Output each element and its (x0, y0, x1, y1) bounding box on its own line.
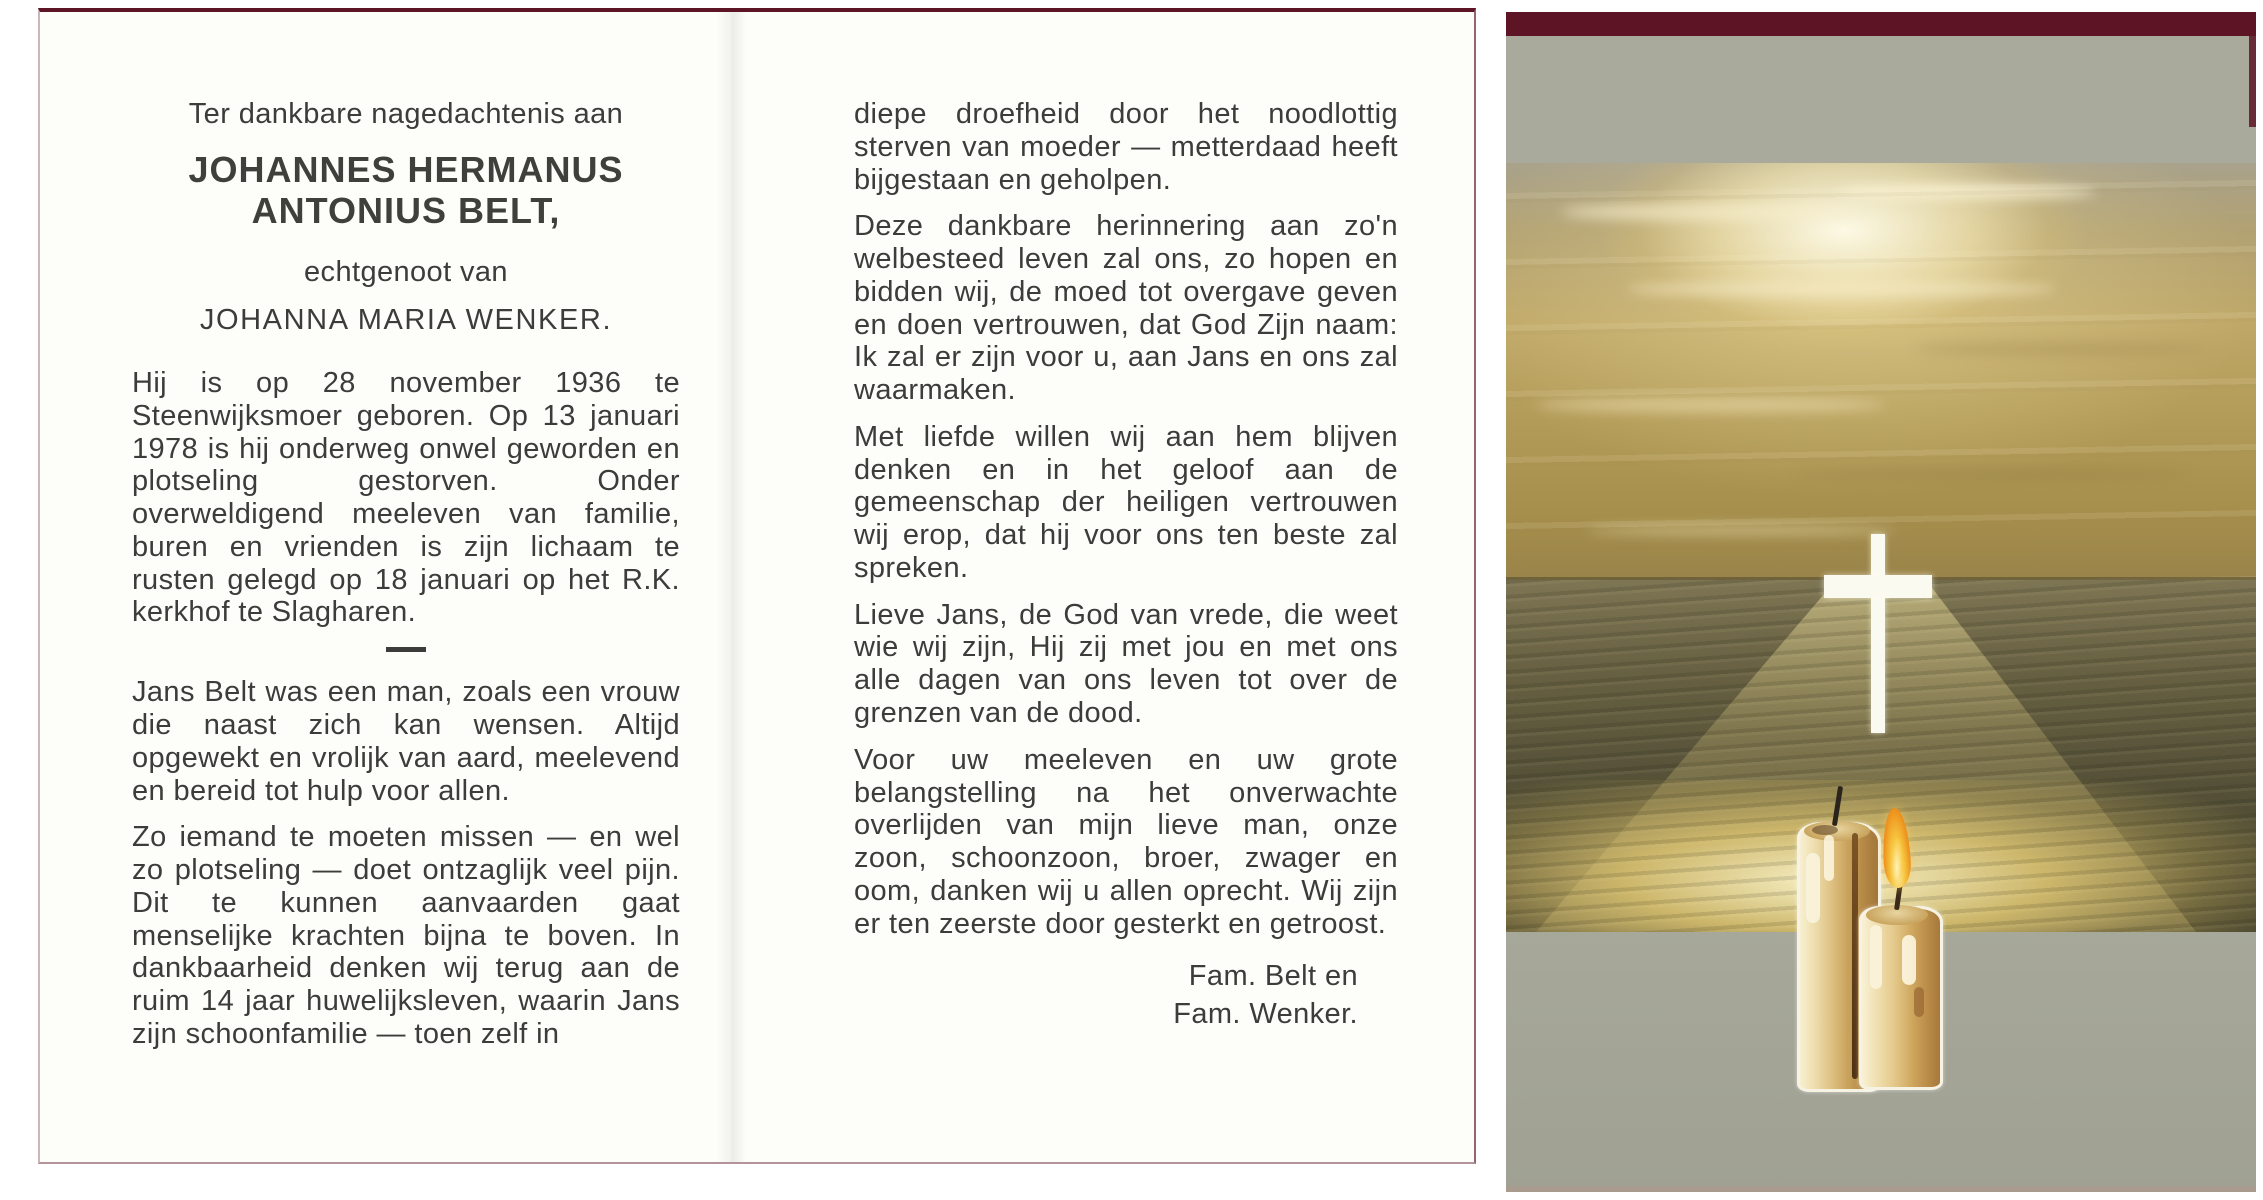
memorial-paragraph: Zo iemand te moeten missen — en wel zo plotseling — doet ontzaglijk veel pijn. Dit te kunnen aanvaarden gaat menselijke krachten bijna te boven. In dankbaarheid denken wij terug aan de ruim 14 jaar huwelijksleven, waarin Jans zijn schoonfamilie — toen zelf in (132, 821, 680, 1050)
wax-drip-dark (1914, 987, 1924, 1017)
memorial-paragraph: Met liefde willen wij aan hem blijven denken en in het geloof aan de gemeenschap der heiligen vertrouwen wij erop, dat hij voor ons ten beste zal spreken. (854, 420, 1398, 584)
page-fold-line (716, 12, 746, 1162)
section-divider-dash (386, 647, 426, 652)
memorial-card-photo-page (1506, 12, 2256, 1192)
white-cross-arm (1824, 575, 1932, 598)
memorial-paragraph: Deze dankbare herinnering aan zo'n welbesteed leven zal ons, zo hopen en bidden wij, de moed tot overgave geven en doen vertrouwen, dat God Zijn naam: Ik zal er zijn voor u, aan Jans en ons zal waarmaken. (854, 210, 1398, 407)
candle-rim-hollow (1812, 825, 1838, 835)
relation-line: echtgenoot van (304, 255, 508, 288)
spouse-name: JOHANNA MARIA WENKER. (199, 304, 613, 337)
deceased-name-line1: JOHANNES HERMANUS (188, 148, 624, 190)
intro-line: Ter dankbare nagedachtenis aan (188, 98, 624, 130)
white-cross-icon (1871, 534, 1885, 733)
signature-line2: Fam. Wenker. (1173, 998, 1358, 1031)
memorial-candles (1797, 786, 1947, 1094)
card-top-edge-strip (1506, 12, 2256, 36)
wax-drip (1806, 853, 1820, 923)
memorial-paragraph: diepe droefheid door het noodlottig sterven van moeder — metterdaad heeft bijgestaan en geholpen. (854, 98, 1398, 196)
sky-texture (1506, 163, 2256, 580)
family-signature (854, 958, 1398, 1033)
wax-drip-dark (1852, 833, 1858, 1079)
deceased-name (132, 149, 680, 232)
memorial-paragraph: Lieve Jans, de God van vrede, die weet wie wij zijn, Hij zij met jou en met ons alle dagen van ons leven tot over de grenzen van de dood. (854, 598, 1398, 730)
memorial-card-text-page (38, 8, 1476, 1164)
card-bottom-edge (1506, 1186, 2256, 1192)
memorial-paragraph: Hij is op 28 november 1936 te Steenwijksmoer geboren. Op 13 januari 1978 is hij onderweg onwel geworden en plotseling gestorven. Onder overweldigend meeleven van familie, buren en vrienden is zijn lichaam te rusten gelegd op 18 januari op het R.K. kerkhof te Slagharen. (132, 367, 680, 629)
wax-drip (1870, 925, 1882, 989)
wax-drip (1824, 835, 1834, 881)
text-column-left (132, 98, 680, 1065)
memorial-paragraph: Jans Belt was een man, zoals een vrouw die naast zich kan wensen. Altijd opgewekt en vrolijk van aard, meelevend en bereid tot hulp voor allen. (132, 676, 680, 807)
card-right-edge-strip (2249, 12, 2256, 127)
deceased-name-line2: ANTONIUS BELT, (251, 190, 561, 232)
text-column-right (854, 98, 1398, 1034)
wax-drip (1902, 935, 1916, 985)
memorial-paragraph: Voor uw meeleven en uw grote belangstelling na het onverwachte overlijden van mijn lieve man, onze zoon, schoonzoon, broer, zwager en oom, danken wij u allen oprecht. Wij zijn er ten zeerste door gesterkt en getroost. (854, 743, 1398, 940)
lit-candle (1859, 906, 1943, 1090)
signature-line1: Fam. Belt en (1188, 960, 1358, 993)
